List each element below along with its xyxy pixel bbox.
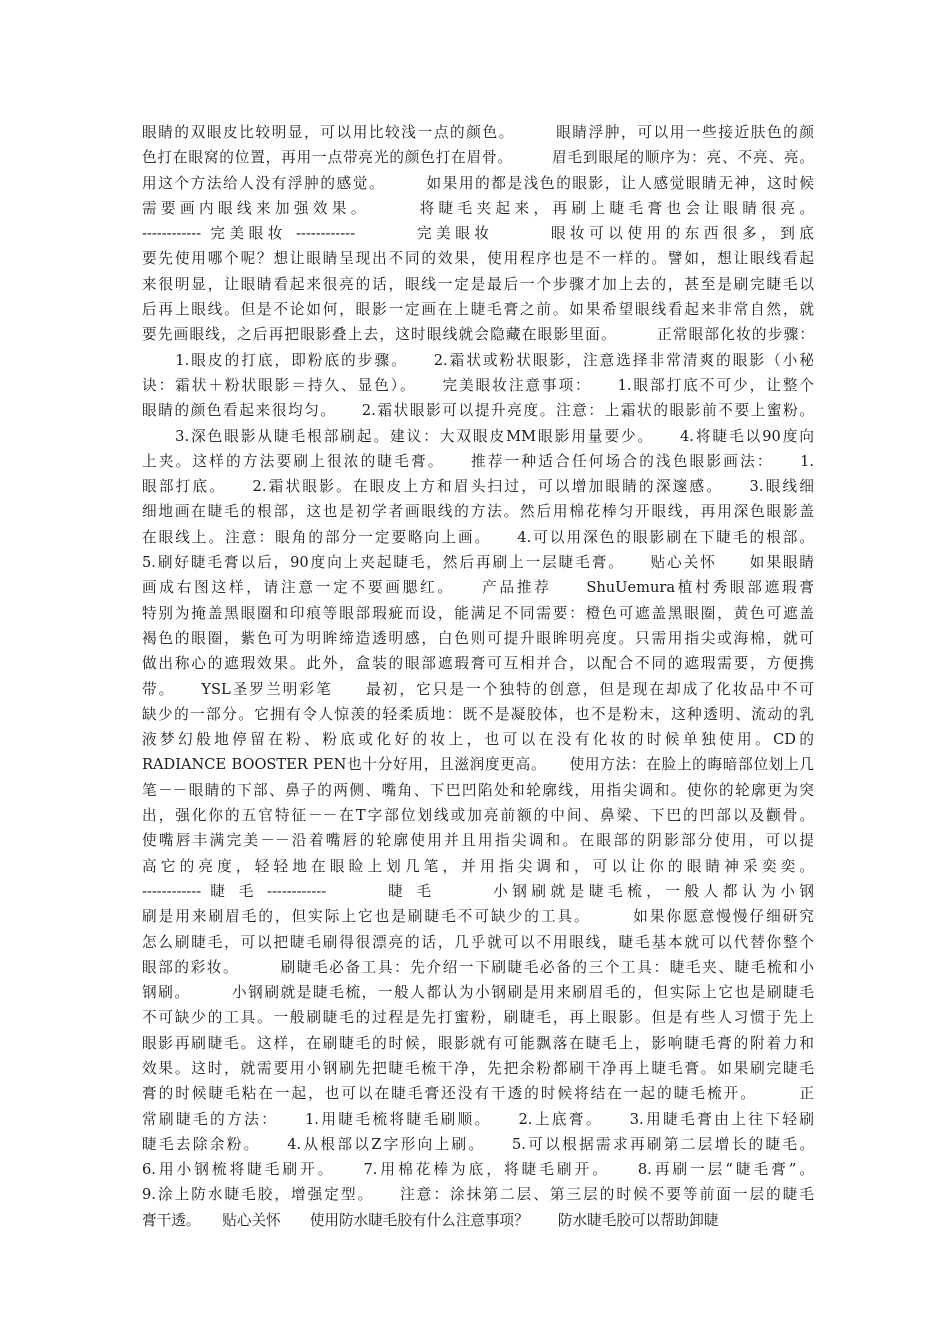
text-line: 刷是用来刷眉毛的，但实际上它也是刷睫毛不可缺少的工具。 如果你愿意慢慢仔细研究 — [142, 908, 814, 926]
text-line: 眼睛的颜色看起来很均匀。 2.霜状眼影可以提升亮度。注意：上霜状的眼影前不要上蜜粉。 — [142, 402, 814, 420]
text-line: RADIANCE BOOSTER PEN也十分好用，且滋润度更高。 使用方法：在脸上的晦暗部位划上几 — [142, 756, 814, 774]
text-line: 褐色的眼圈，紫色可为明眸缔造透明感，白色则可提升眼眸明亮度。只需用指尖或海棉，就可 — [142, 629, 814, 647]
text-line: 5.刷好睫毛膏以后，90度向上夹起睫毛，然后再刷上一层睫毛膏。 贴心关怀 如果眼睛 — [142, 554, 814, 572]
text-line: 要先画眼线，之后再把眼影叠上去，这时眼线就会隐藏在眼影里面。 正常眼部化妆的步骤： — [142, 326, 814, 344]
text-line: 3.深色眼影从睫毛根部刷起。建议：大双眼皮MM眼影用量要少。 4.将睫毛以90度向 — [142, 427, 814, 445]
text-line: 色打在眼窝的位置，再用一点带亮光的颜色打在眉骨。 眉毛到眼尾的顺序为：亮、不亮、亮。 — [142, 149, 814, 167]
section-divider-eyelashes: ------------ 睫 毛 ------------ 睫 毛 小钢刷就是睫毛梳，一般人都认为小钢 — [142, 882, 814, 900]
text-line: 睫毛去除余粉。 4.从根部以Z字形向上刷。 5.可以根据需求再刷第二层增长的睫毛。 — [142, 1135, 814, 1153]
text-line: 在眼线上。注意：眼角的部分一定要略向上画。 4.可以用深色的眼影刷在下睫毛的根部。 — [142, 528, 814, 546]
text-line: 液梦幻般地停留在粉、粉底或化好的妆上，也可以在没有化妆的时候单独使用。CD的 — [142, 731, 814, 749]
text-line: 笔－－眼睛的下部、鼻子的两侧、嘴角、下巴凹陷处和轮廓线，用指尖调和。使你的轮廓更为突 — [142, 781, 814, 799]
text-line: 出，强化你的五官特征－－在T字部位划线或加亮前额的中间、鼻梁、下巴的凹部以及颧骨。 — [142, 807, 814, 825]
text-line: 眼部的彩妆。 刷睫毛必备工具：先介绍一下刷睫毛必备的三个工具：睫毛夹、睫毛梳和小 — [142, 958, 814, 976]
text-line: 怎么刷睫毛，可以把睫毛刷得很漂亮的话，几乎就可以不用眼线，睫毛基本就可以代替你整个 — [142, 933, 814, 951]
text-line: 膏干透。 贴心关怀 使用防水睫毛胶有什么注意事项？ 防水睫毛胶可以帮助卸睫 — [142, 1211, 719, 1229]
text-line: 缺少的一部分。它拥有令人惊羡的轻柔质地：既不是凝胶体，也不是粉末，这种透明、流动的乳 — [142, 705, 814, 723]
text-line: 特别为掩盖黑眼圈和印痕等眼部瑕疵而设，能满足不同需要：橙色可遮盖黑眼圈，黄色可遮盖 — [142, 604, 814, 622]
text-line: 画成右图这样，请注意一定不要画腮红。 产品推荐 ShuUemura植村秀眼部遮瑕膏 — [142, 579, 814, 597]
document-body — [142, 120, 814, 1233]
section-divider-perfect-eye-makeup: ------------ 完美眼妆 ------------ 完美眼妆 眼妆可以使用的东西很多，到底 — [142, 225, 814, 243]
text-line: 膏的时候睫毛粘在一起，也可以在睫毛膏还没有干透的时候将结在一起的睫毛梳开。 正 — [142, 1085, 814, 1103]
text-line: 需要画内眼线来加强效果。 将睫毛夹起来，再刷上睫毛膏也会让眼睛很亮。 — [142, 199, 814, 217]
text-line: 用这个方法给人没有浮肿的感觉。 如果用的都是浅色的眼影，让人感觉眼睛无神，这时候 — [142, 174, 814, 192]
text-line: 带。 YSL圣罗兰明彩笔 最初，它只是一个独特的创意，但是现在却成了化妆品中不可 — [142, 680, 814, 698]
text-line: 做出称心的遮瑕效果。此外，盒装的眼部遮瑕膏可互相并合，以配合不同的遮瑕需要，方便携 — [142, 655, 814, 673]
text-line: 效果。这时，就需要用小钢刷先把睫毛梳干净，先把余粉都刷干净再上睫毛膏。如果刷完睫毛 — [142, 1059, 814, 1077]
text-line: 不可缺少的工具。一般刷睫毛的过程是先打蜜粉，刷睫毛，再上眼影。但是有些人习惯于先上 — [142, 1009, 814, 1027]
text-line: 高它的亮度，轻轻地在眼睑上划几笔，并用指尖调和，可以让你的眼睛神采奕奕。 — [142, 857, 814, 875]
text-line: 9.涂上防水睫毛胶，增强定型。 注意：涂抹第二层、第三层的时候不要等前面一层的睫毛 — [142, 1186, 814, 1204]
text-line: 上夹。这样的方法要刷上很浓的睫毛膏。 推荐一种适合任何场合的浅色眼影画法： 1. — [142, 452, 814, 470]
text-line: 使嘴唇丰满完美－－沿着嘴唇的轮廓使用并且用指尖调和。在眼部的阴影部分使用，可以提 — [142, 832, 814, 850]
text-line: 来很明显，让眼睛看起来很亮的话，眼线一定是最后一个步骤才加上去的，甚至是刷完睫毛以 — [142, 275, 814, 293]
text-line: 要先使用哪个呢？想让眼睛呈现出不同的效果，使用程序也是不一样的。譬如，想让眼线看起 — [142, 250, 814, 268]
text-line: 眼部打底。 2.霜状眼影。在眼皮上方和眉头扫过，可以增加眼睛的深邃感。 3.眼线细 — [142, 478, 814, 496]
text-line: 眼睛的双眼皮比较明显，可以用比较浅一点的颜色。 眼睛浮肿，可以用一些接近肤色的颜 — [142, 124, 814, 141]
text-line: 1.眼皮的打底，即粉底的步骤。 2.霜状或粉状眼影，注意选择非常清爽的眼影（小秘 — [142, 351, 814, 369]
text-line: 常刷睫毛的方法： 1.用睫毛梳将睫毛刷顺。 2.上底膏。 3.用睫毛膏由上往下轻刷 — [142, 1110, 814, 1128]
text-line: 诀：霜状＋粉状眼影＝持久、显色）。 完美眼妆注意事项： 1.眼部打底不可少，让整个 — [142, 376, 814, 394]
text-line: 眼影再刷睫毛。这样，在刷睫毛的时候，眼影就有可能飘落在睫毛上，影响睫毛膏的附着力和 — [142, 1034, 814, 1052]
text-line: 6.用小钢梳将睫毛刷开。 7.用棉花棒为底，将睫毛刷开。 8.再刷一层“睫毛膏”。 — [142, 1161, 814, 1179]
text-line: 细地画在睫毛的根部，这也是初学者画眼线的方法。然后用棉花棒匀开眼线，再用深色眼影盖 — [142, 503, 814, 521]
text-line: 后再上眼线。但是不论如何，眼影一定画在上睫毛膏之前。如果希望眼线看起来非常自然，就 — [142, 301, 814, 319]
text-line: 钢刷。 小钢刷就是睫毛梳，一般人都认为小钢刷是用来刷眉毛的，但实际上它也是刷睫毛 — [142, 984, 814, 1002]
